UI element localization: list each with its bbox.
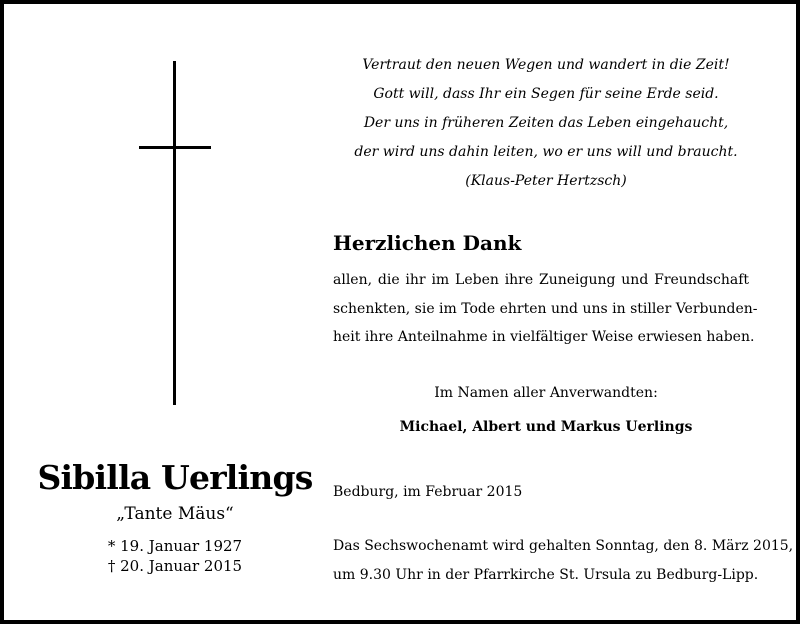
poem-line: der wird uns dahin leiten, wo er uns will und braucht. xyxy=(354,144,738,160)
deceased-name: Sibilla Uerlings xyxy=(37,458,313,497)
service-info xyxy=(333,532,793,590)
thanks-heading: Herzlichen Dank xyxy=(333,231,522,255)
birth-date: * 19. Januar 1927 xyxy=(107,537,243,555)
service-line: Das Sechswochenamt wird gehalten Sonntag, den 8. März 2015, xyxy=(333,538,794,554)
deceased-nickname: „Tante Mäus“ xyxy=(116,504,234,524)
thanks-line: allen, die ihr im Leben ihre Zuneigung und Freundschaft xyxy=(333,272,749,288)
cross-vertical-bar xyxy=(173,61,176,405)
cross-horizontal-bar xyxy=(139,146,211,149)
behalf-text: Im Namen aller Anverwandten: xyxy=(434,385,658,401)
place-date: Bedburg, im Februar 2015 xyxy=(333,484,523,500)
thanks-line: heit ihre Anteilnahme in vielfältiger Weise erwiesen haben. xyxy=(333,329,755,345)
life-dates xyxy=(34,536,316,576)
thanks-text xyxy=(333,266,758,352)
death-date: † 20. Januar 2015 xyxy=(107,557,243,575)
poem-author: (Klaus-Peter Hertzsch) xyxy=(465,173,627,189)
service-line: um 9.30 Uhr in der Pfarrkirche St. Ursula zu Bedburg-Lipp. xyxy=(333,567,759,583)
poem-line: Vertraut den neuen Wegen und wandert in die Zeit! xyxy=(362,57,730,73)
thanks-line: schenkten, sie im Tode ehrten und uns in stiller Verbunden- xyxy=(333,300,758,317)
poem-line: Der uns in früheren Zeiten das Leben eingehaucht, xyxy=(363,115,729,131)
mourner-names: Michael, Albert und Markus Uerlings xyxy=(399,419,693,435)
poem-line: Gott will, dass Ihr ein Segen für seine Erde seid. xyxy=(373,86,719,102)
poem xyxy=(336,51,756,196)
